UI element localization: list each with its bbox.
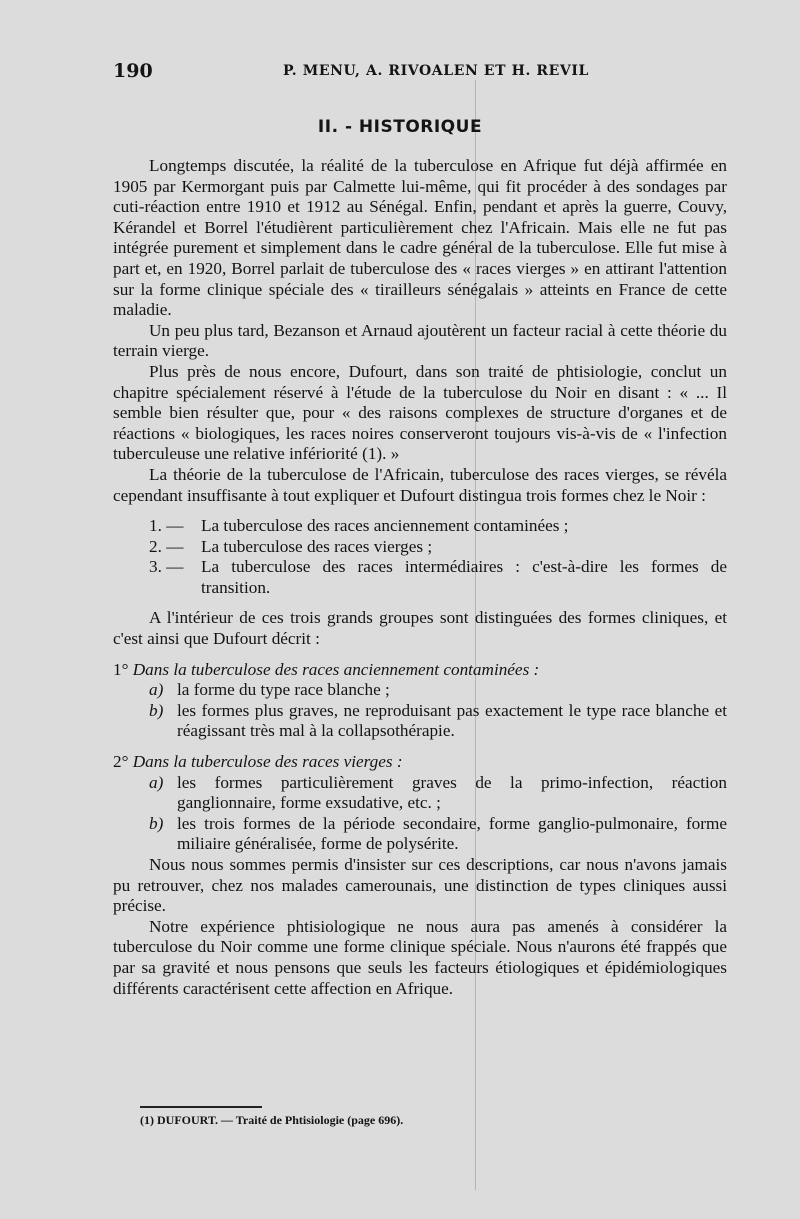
paragraph: A l'intérieur de ces trois grands groupes sont distinguées des formes cliniques, et c'est ainsi que Dufourt décrit : [113,608,727,649]
item-text: la forme du type race blanche ; [177,680,390,700]
list-text: La tuberculose des races vierges ; [201,536,433,556]
item-label: a) [149,680,164,700]
item-label: b) [149,700,164,720]
list-item [113,773,727,814]
list-text: La tuberculose des races intermédiaires : c'est-à-dire les formes de transition. [201,557,727,597]
item-text: les trois formes de la période secondaire, forme ganglio-pulmonaire, forme miliaire généralisée, forme de polysérite. [177,813,727,854]
group-number: 1° [113,659,129,679]
list-item [113,701,727,742]
group-heading [113,660,727,681]
paragraph: Longtemps discutée, la réalité de la tuberculose en Afrique fut déjà affirmée en 1905 par Kermorgant puis par Calmette lui-même, qui fit procéder à des sondages par cuti-réaction entre 1910 et 1912 au Sénégal. Enfin, pendant et après la guerre, Couvy, Kérandel et Borrel l'étudièrent particulièrement chez l'Africain. Mais elle ne fut pas intégrée purement et simplement dans le cadre général de la tuberculose. Elle fut mise à part et, en 1920, Borrel parlait de tuberculose des « races vierges » en attirant l'attention sur la forme clinique spéciale des « tirailleurs sénégalais » atteints en France de cette maladie. [113,156,727,320]
list-number: 3. — [149,557,184,577]
group-heading-text: Dans la tuberculose des races vierges : [132,752,403,772]
paragraph: Nous nous sommes permis d'insister sur ces descriptions, car nous n'avons jamais pu retrouver, chez nos malades camerounais, une distinction de types cliniques aussi précise. [113,855,727,916]
group-heading-text: Dans la tuberculose des races anciennement contaminées : [132,659,540,679]
body-text [113,156,727,999]
section-title: II. - HISTORIQUE [317,117,483,137]
paragraph: Un peu plus tard, Bezanson et Arnaud ajoutèrent un facteur racial à cette théorie du terrain vierge. [113,320,727,361]
group-heading [113,752,727,773]
page-number: 190 [113,60,153,82]
paragraph: Notre expérience phtisiologique ne nous aura pas amenés à considérer la tuberculose du Noir comme une forme clinique spéciale. Nous n'aurons été frappés que par sa gravité et nous pensons que seuls les facteurs étiologiques et épidémiologiques différents caractérisent cette affection en Afrique. [113,916,727,998]
paragraph: La théorie de la tuberculose de l'Africain, tuberculose des races vierges, se révéla cependant insuffisante à tout expliquer et Dufourt distingua trois formes chez le Noir : [113,464,727,505]
list-text: La tuberculose des races anciennement contaminées ; [201,516,569,536]
list-item [113,680,727,701]
footnote-rule [140,1106,262,1108]
item-text: les formes particulièrement graves de la primo-infection, réaction ganglionnaire, forme exsudative, etc. ; [177,772,727,813]
item-text: les formes plus graves, ne reproduisant pas exactement le type race blanche et réagissant très mal à la collapsothérapie. [177,700,727,741]
group-number: 2° [113,752,129,772]
item-label: a) [149,772,164,792]
list-number: 1. — [149,516,184,536]
list-item [113,557,727,598]
list-item [113,537,727,558]
page-header [113,60,715,84]
forms-list [113,516,727,598]
list-number: 2. — [149,536,184,556]
running-head: P. MENU, A. RIVOALEN ET H. REVIL [283,63,589,79]
list-item [113,516,727,537]
paragraph: Plus près de nous encore, Dufourt, dans son traité de phtisiologie, conclut un chapitre spécialement réservé à l'étude de la tuberculose du Noir en disant : « ... Il semble bien résulter que, pour « des raisons complexes de structure d'organes et de réactions « biologiques, les races noires conserveront toujours vis-à-vis de « l'infection tuberculeuse une relative infériorité (1). » [113,361,727,464]
item-label: b) [149,813,164,833]
list-item [113,814,727,855]
footnote: (1) DUFOURT. — Traité de Phtisiologie (page 696). [140,1113,404,1127]
